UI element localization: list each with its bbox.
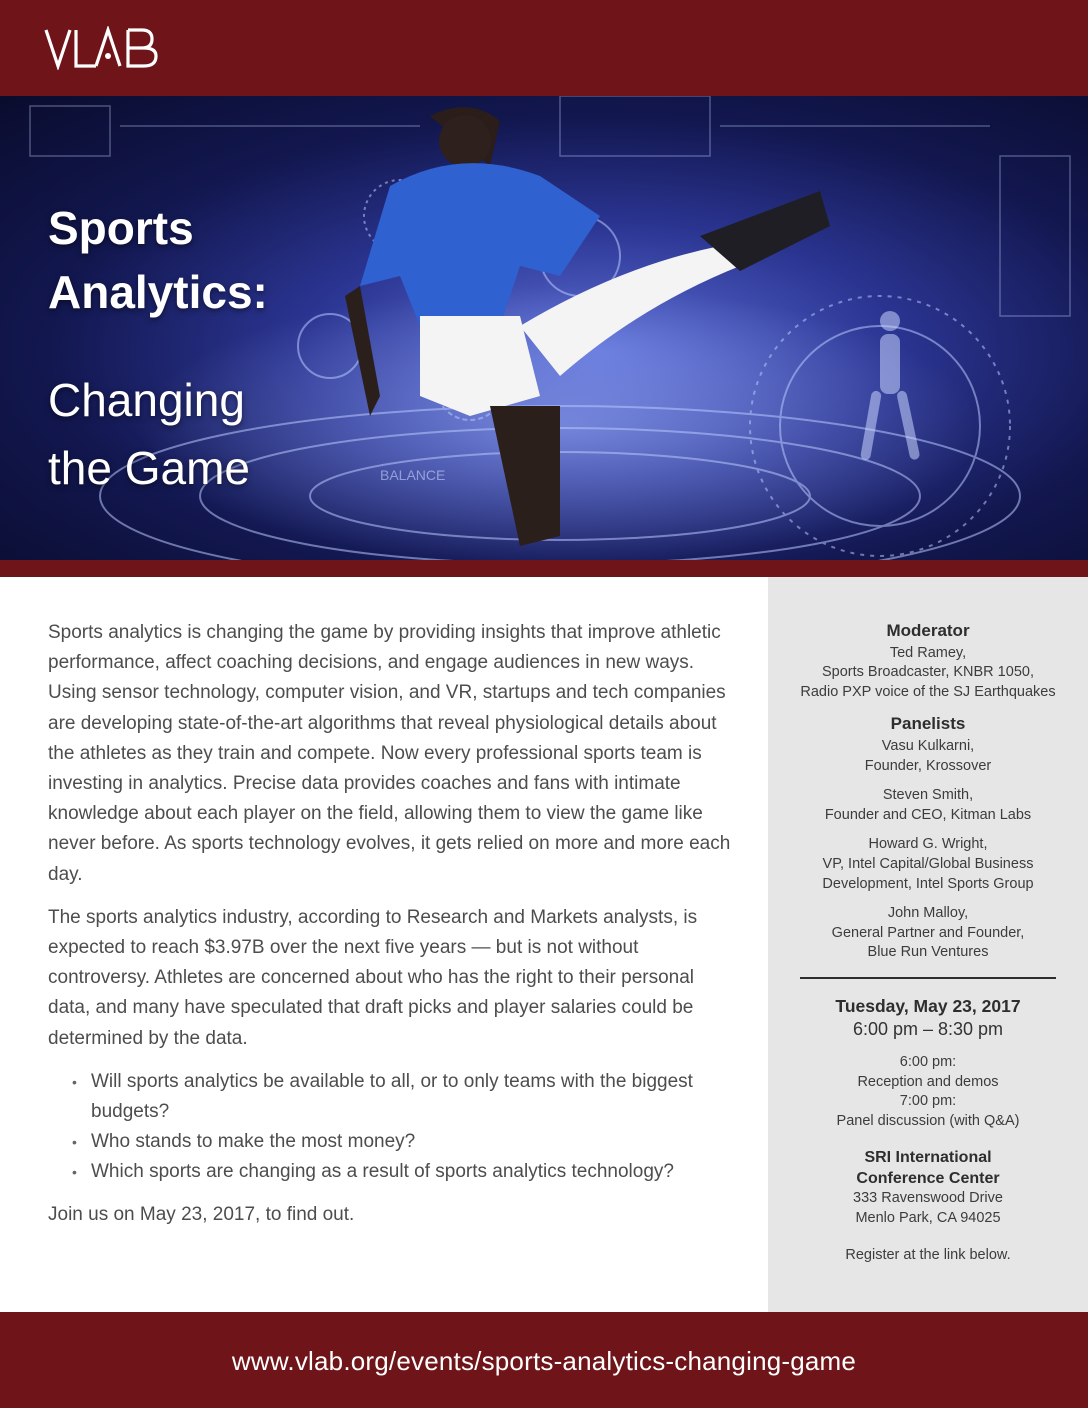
moderator-name: Ted Ramey, <box>889 644 967 661</box>
schedule-item: Panel discussion (with Q&A) <box>836 1112 1020 1129</box>
schedule-time: 7:00 pm: <box>899 1093 957 1110</box>
panelist-name: Steven Smith, <box>882 787 974 804</box>
panelists-heading: Panelists <box>890 714 966 734</box>
vlab-logo[interactable] <box>44 26 162 70</box>
panelist-entry <box>768 786 1088 825</box>
intro-paragraph: Sports analytics is changing the game by providing insights that improve athletic performance, affect coaching decisions, and engage audiences in new ways. Using sensor technology, computer vision, and VR, startups and tech companies are developing state-of-the-art algorithms that reveal physiological details about the athletes as they train and compete. Now every professional sports team is investing in analytics. Precise data provides coaches and fans with intimate knowledge about each player on the field, allowing them to view the game like never before. As sports technology evolves, it gets relied on more and more each day. <box>48 622 731 885</box>
schedule-item: Reception and demos <box>857 1073 999 1090</box>
moderator-info <box>768 644 1088 703</box>
address-line: Menlo Park, CA 94025 <box>855 1209 1001 1226</box>
hud-label: BALANCE <box>380 467 446 483</box>
list-item: • Who stands to make the most money? <box>72 1127 712 1157</box>
panelist-entry <box>768 737 1088 776</box>
venue-name: SRI International <box>864 1149 992 1167</box>
sidebar-divider <box>800 977 1056 979</box>
event-title <box>48 196 268 324</box>
event-time: 6:00 pm – 8:30 pm <box>852 1018 1004 1039</box>
panelist-role: Founder, Krossover <box>864 757 992 774</box>
list-item: • Will sports analytics be available to all, or to only teams with the biggest budgets? <box>72 1067 712 1127</box>
panelist-role: Development, Intel Sports Group <box>822 875 1034 892</box>
panelist-entry <box>768 904 1088 963</box>
event-details-sidebar <box>768 577 1088 1312</box>
list-item: • Which sports are changing as a result of sports analytics technology? <box>72 1157 712 1187</box>
panelist-name: Howard G. Wright, <box>868 836 988 853</box>
questions-list <box>72 1067 738 1188</box>
venue-address <box>768 1189 1088 1228</box>
register-note: Register at the link below. <box>845 1247 1011 1264</box>
subtitle-line-1: Changing <box>48 374 245 426</box>
panelist-name: Vasu Kulkarni, <box>881 737 975 754</box>
moderator-role: Sports Broadcaster, KNBR 1050, <box>822 664 1034 681</box>
event-description <box>48 618 738 1243</box>
title-line-2: Analytics: <box>48 266 268 318</box>
panelist-role: VP, Intel Capital/Global Business <box>822 855 1034 872</box>
venue-name: Conference Center <box>856 1170 1000 1188</box>
panelist-name: John Malloy, <box>887 905 969 922</box>
panelist-role: General Partner and Founder, <box>831 924 1025 941</box>
panelist-entry <box>768 835 1088 894</box>
title-line-1: Sports <box>48 202 194 254</box>
closing-line: Join us on May 23, 2017, to find out. <box>48 1203 355 1225</box>
industry-paragraph: The sports analytics industry, according to Research and Markets analysts, is expected to reach $3.97B over the next five years — but is not without controversy. Athletes are concerned about who has the right to their personal data, and many have speculated that draft picks and player salaries could be determined by the data. <box>48 906 698 1049</box>
schedule-time: 6:00 pm: <box>899 1053 957 1070</box>
panelist-role: Founder and CEO, Kitman Labs <box>824 806 1032 823</box>
subtitle-line-2: the Game <box>48 442 250 494</box>
divider-bar <box>0 560 1088 577</box>
top-banner <box>0 0 1088 96</box>
footer-banner <box>0 1312 1088 1408</box>
event-url-link[interactable]: www.vlab.org/events/sports-analytics-changing-game <box>231 1346 857 1376</box>
moderator-heading: Moderator <box>886 621 970 640</box>
moderator-role: Radio PXP voice of the SJ Earthquakes <box>800 683 1056 700</box>
panelist-role: Blue Run Ventures <box>867 944 989 961</box>
event-schedule <box>768 1053 1088 1131</box>
event-date: Tuesday, May 23, 2017 <box>835 995 1021 1016</box>
event-subtitle <box>48 366 250 502</box>
address-line: 333 Ravenswood Drive <box>853 1190 1003 1207</box>
hero-banner <box>0 96 1088 560</box>
